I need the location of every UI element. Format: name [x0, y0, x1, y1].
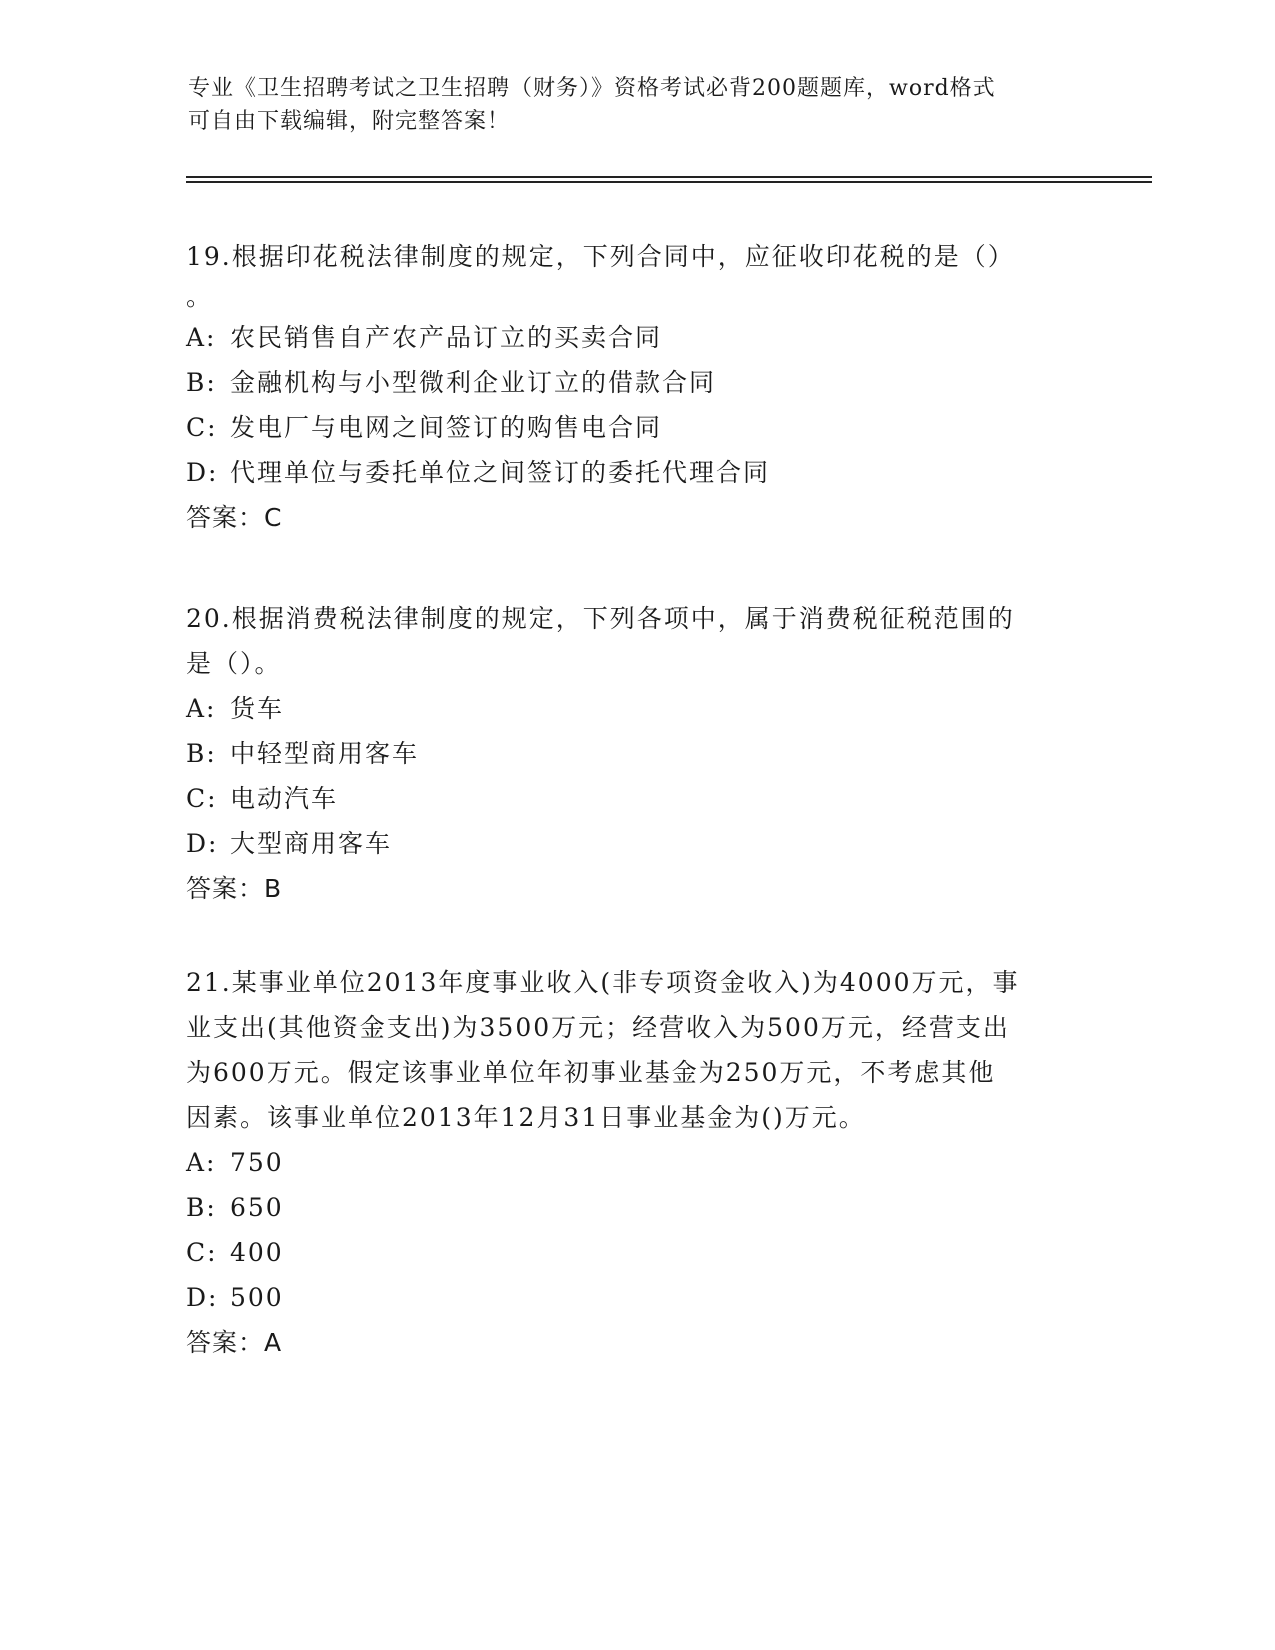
- document-header: [188, 72, 1068, 138]
- header-line-2: 可自由下载编辑，附完整答案！: [188, 109, 511, 134]
- question-stem-line: 。: [186, 282, 214, 311]
- option-text: 大型商用客车: [230, 829, 393, 858]
- option-a: [186, 315, 1066, 360]
- option-b: [186, 731, 1066, 776]
- option-a: [186, 686, 1066, 731]
- option-text: 400: [230, 1238, 284, 1267]
- option-letter: D:: [186, 1283, 219, 1312]
- option-letter: B:: [186, 368, 217, 397]
- question-stem-line: 业支出(其他资金支出)为3500万元；经营收入为500万元，经营支出: [186, 1013, 1010, 1042]
- question-stem-line: 是（）。: [186, 649, 282, 678]
- option-letter: C:: [186, 413, 218, 442]
- header-divider-top: [186, 176, 1152, 178]
- option-a: [186, 1140, 1066, 1185]
- option-letter: D:: [186, 829, 219, 858]
- option-letter: B:: [186, 739, 217, 768]
- option-text: 代理单位与委托单位之间签订的委托代理合同: [230, 458, 771, 487]
- option-c: [186, 405, 1066, 450]
- question-stem-line: 19.根据印花税法律制度的规定，下列合同中，应征收印花税的是（）: [186, 242, 1015, 271]
- question-stem-line: 21.某事业单位2013年度事业收入(非专项资金收入)为4000万元，事: [186, 968, 1020, 997]
- option-letter: D:: [186, 458, 219, 487]
- option-letter: C:: [186, 784, 218, 813]
- answer-line: 答案：C: [186, 503, 283, 532]
- option-letter: A:: [186, 1148, 217, 1177]
- question-stem-line: 为600万元。假定该事业单位年初事业基金为250万元，不考虑其他: [186, 1058, 996, 1087]
- option-d: [186, 1275, 1066, 1320]
- option-d: [186, 450, 1066, 495]
- option-text: 金融机构与小型微利企业订立的借款合同: [230, 368, 717, 397]
- option-b: [186, 360, 1066, 405]
- option-text: 电动汽车: [230, 784, 339, 813]
- question-stem-line: 20.根据消费税法律制度的规定，下列各项中，属于消费税征税范围的: [186, 604, 1015, 633]
- option-text: 发电厂与电网之间签订的购售电合同: [230, 413, 663, 442]
- answer-line: 答案：B: [186, 874, 283, 903]
- option-text: 货车: [230, 694, 285, 723]
- option-c: [186, 1230, 1066, 1275]
- question-20: [186, 596, 1066, 911]
- option-text: 750: [230, 1148, 284, 1177]
- option-d: [186, 821, 1066, 866]
- option-b: [186, 1185, 1066, 1230]
- option-letter: B:: [186, 1193, 217, 1222]
- answer-line: 答案：A: [186, 1328, 283, 1357]
- question-19: [186, 234, 1066, 540]
- option-text: 500: [230, 1283, 284, 1312]
- header-divider-bottom: [186, 181, 1152, 183]
- option-text: 中轻型商用客车: [230, 739, 420, 768]
- question-stem-line: 因素。该事业单位2013年12月31日事业基金为()万元。: [186, 1103, 866, 1132]
- option-c: [186, 776, 1066, 821]
- question-21: [186, 960, 1066, 1365]
- option-letter: C:: [186, 1238, 218, 1267]
- option-text: 650: [230, 1193, 284, 1222]
- option-text: 农民销售自产农产品订立的买卖合同: [230, 323, 663, 352]
- option-letter: A:: [186, 694, 217, 723]
- option-letter: A:: [186, 323, 217, 352]
- header-line-1: 专业《卫生招聘考试之卫生招聘（财务）》资格考试必背200题题库，word格式: [188, 76, 996, 101]
